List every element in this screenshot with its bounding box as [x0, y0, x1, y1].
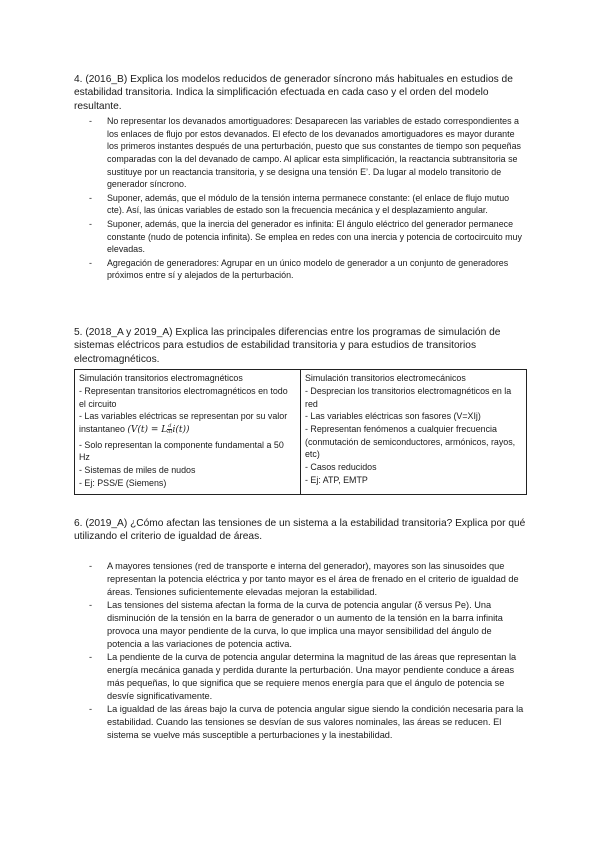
question-6-answer-list — [74, 560, 526, 742]
comparison-table — [74, 369, 527, 494]
list-item: - Representan transitorios electromagnéticos en todo el circuito — [79, 385, 288, 409]
equation-lhs: (V(t) = L — [127, 425, 168, 436]
list-item: - Suponer, además, que el módulo de la tensión interna permanece constante: (el enlace de flujo mutuo cte). Así, las únicas variables de estado son la frecuencia mecánica y el desplazamiento angular. — [74, 192, 526, 217]
table-cell-electromagnetic — [75, 370, 301, 494]
equation-rhs: i(t)) — [172, 425, 190, 436]
question-6-heading: 6. (2019_A) ¿Cómo afectan las tensiones de un sistema a la estabilidad transitoria? Explica por qué utilizando el criterio de igualdad de áreas. — [74, 518, 526, 543]
question-6 — [74, 517, 526, 742]
list-item: - Ej: ATP, EMTP — [305, 474, 368, 485]
list-item: - Representan fenómenos a cualquier frecuencia (conmutación de semiconductores, armónicos, rayos, etc) — [305, 424, 516, 460]
list-item: - Las variables eléctricas son fasores (V=XIj) — [305, 411, 481, 422]
fraction-numerator: d — [168, 423, 172, 430]
list-item: - La igualdad de las áreas bajo la curva de potencia angular sigue siendo la condición necesaria para la estabilidad. Cuando las tensiones se desvían de sus valores nominales, las áreas se reducen. El sistema se vuelve más susceptible a perturbaciones y la inestabilidad. — [74, 703, 526, 742]
question-4 — [74, 73, 526, 282]
column-title: Simulación transitorios electromecánicos — [305, 373, 466, 384]
question-4-answer-list — [74, 115, 526, 282]
list-item: - Casos reducidos — [305, 462, 377, 473]
list-item-text: - Las variables eléctricas se representan por su valor instantaneo — [79, 411, 288, 435]
list-item: - Ej: PSS/E (Siemens) — [79, 477, 167, 488]
column-title: Simulación transitorios electromagnéticos — [79, 373, 243, 384]
inductor-equation — [127, 425, 189, 435]
list-item — [79, 410, 297, 436]
list-item: - Sistemas de miles de nudos — [79, 465, 196, 476]
list-item: - Las tensiones del sistema afectan la forma de la curva de potencia angular (δ versus Pe). Una disminución de la tensión en la barra de generador o un aumento de la tensión en la barra infinita provoca una mayor pendiente de la curva, lo que implica una mayor sensibilidad del ángulo de potencia a las variaciones de potencia activa. — [74, 599, 526, 651]
question-4-heading: 4. (2016_B) Explica los modelos reducidos de generador síncrono más habituales en estudios de estabilidad transitoria. Indica la simplificación efectuada en cada caso y el orden del modelo resultante. — [74, 74, 513, 112]
list-item: - No representar los devanados amortiguadores: Desaparecen las variables de estado correspondientes a los enlaces de flujo por estos devanados. El efecto de los devanados amortiguadores es mayor durante los primeros instantes después de una perturbación, puesto que sus constantes de tiempo son pequeñas comparadas con la del devanado de campo. Al aplicar esta simplificación, la reactancia subtransitoria se sustituye por un reactancia transitoria, y se designa una tensión E’. Da lugar al modelo transitorio de generador síncrono. — [74, 115, 526, 191]
list-item: - La pendiente de la curva de potencia angular determina la magnitud de las áreas que representan la energía mecánica ganada y perdida durante la perturbación. Una mayor pendiente conduce a áreas más pequeñas, lo que significa que se requiere menos energía para que el ángulo de potencia se desvíe significativamente. — [74, 651, 526, 703]
list-item: - A mayores tensiones (red de transporte e interna del generador), mayores son las sinusoides que representan la potencia eléctrica y por tanto mayor es el área de frenado en el criterio de igualdad de áreas. Tensiones suficientemente elevadas mejoran la estabilidad. — [74, 560, 526, 599]
list-item: - Solo representan la componente fundamental a 50 Hz — [79, 439, 284, 463]
fraction-denominator: dt — [167, 429, 173, 436]
list-item: - Suponer, además, que la inercia del generador es infinita: El ángulo eléctrico del generador permanece constante (nudo de potencia infinita). Se emplea en redes con una inercia y potencia de cortocircuito muy elevadas. — [74, 218, 526, 256]
question-5 — [74, 326, 526, 495]
table-cell-electromechanical — [301, 370, 527, 494]
list-item: - Agregación de generadores: Agrupar en un único modelo de generador a un conjunto de generadores próximos entre sí y alejados de la perturbación. — [74, 257, 526, 282]
list-item: - Desprecian los transitorios electromagnéticos en la red — [305, 385, 512, 409]
question-5-heading: 5. (2018_A y 2019_A) Explica las principales diferencias entre los programas de simulación de sistemas eléctricos para estudios de estabilidad transitoria y para estudios de transitorios electromagnéticos. — [74, 327, 501, 365]
